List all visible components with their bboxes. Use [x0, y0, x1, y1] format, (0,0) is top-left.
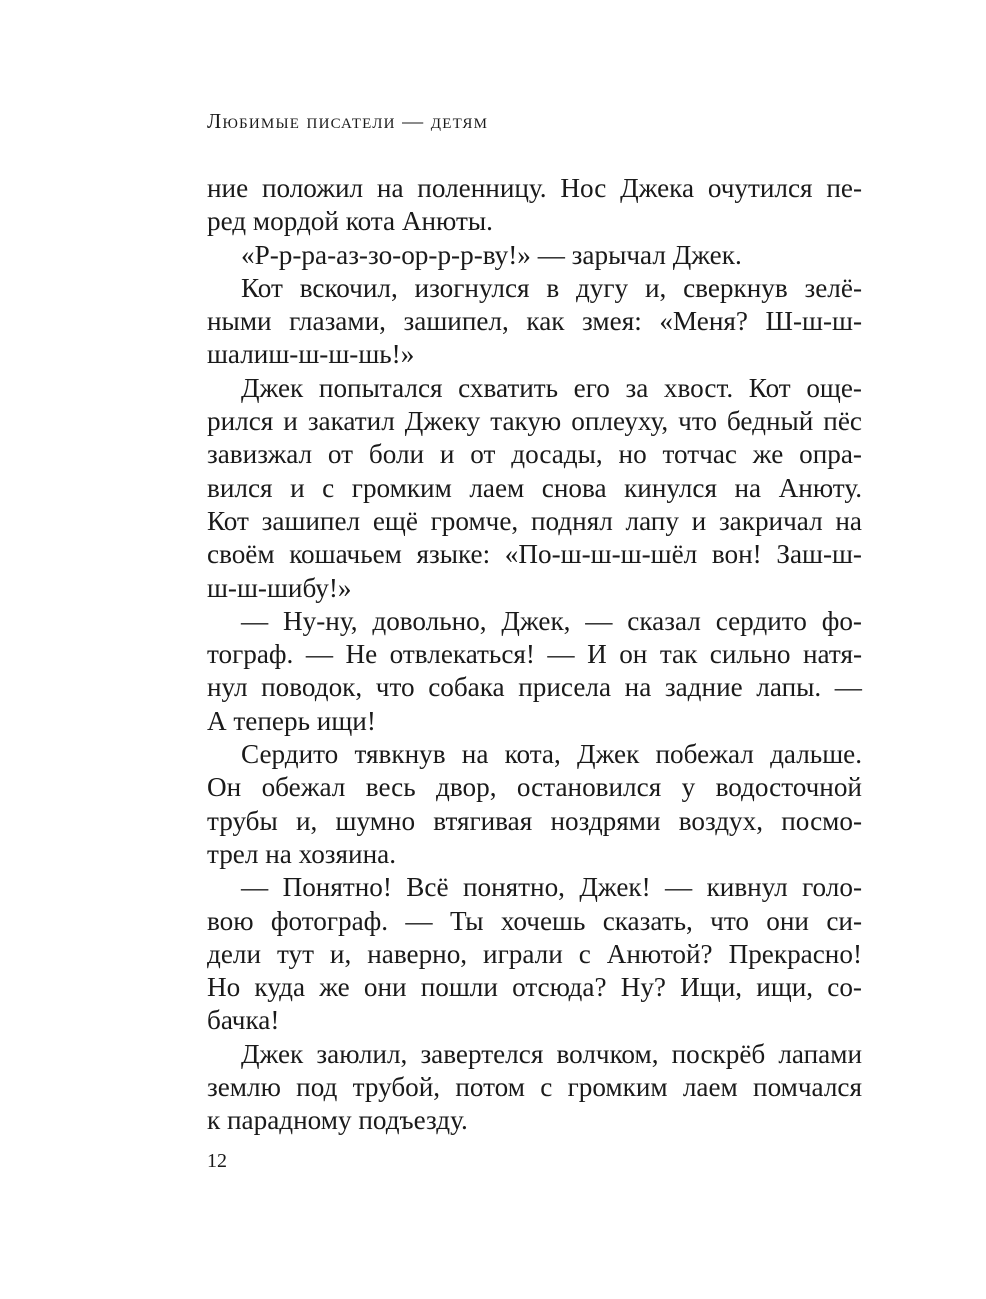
text-line: — Ну-ну, довольно, Джек, — сказал сердито фо-	[241, 605, 862, 636]
text-line: ш-ш-шибу!»	[207, 572, 352, 603]
text-line: землю под трубой, потом с громким лаем помчался	[207, 1072, 862, 1103]
text-line: трел на хозяина.	[207, 838, 397, 869]
text-line: дели тут и, наверно, играли с Анютой? Прекрасно!	[207, 938, 862, 969]
body-text	[207, 172, 862, 1138]
text-line: вою фотограф. — Ты хочешь сказать, что они си-	[207, 905, 862, 936]
text-line: шалиш-ш-ш-шь!»	[207, 339, 415, 370]
page-number: 12	[207, 1150, 227, 1172]
text-line: Джек заюлил, завертелся волчком, поскрёб лапами	[241, 1038, 862, 1069]
text-line: нул поводок, что собака присела на задние лапы. —	[207, 672, 862, 703]
text-line: ными глазами, зашипел, как змея: «Меня? Ш-ш-ш-	[207, 306, 862, 337]
text-line: — Понятно! Всё понятно, Джек! — кивнул голо-	[241, 872, 862, 903]
text-line: трубы и, шумно втягивая ноздрями воздух, посмо-	[207, 805, 862, 836]
text-line: Сердито тявкнув на кота, Джек побежал дальше.	[241, 739, 862, 770]
text-line: «Р-р-ра-аз-зо-ор-р-р-ву!» — зарычал Джек.	[241, 239, 742, 270]
text-line: Он обежал весь двор, остановился у водосточной	[207, 772, 862, 803]
text-line: Джек попытался схватить его за хвост. Кот още-	[241, 372, 862, 403]
text-line: тограф. — Не отвлекаться! — И он так сильно натя-	[207, 639, 862, 670]
text-line: к парадному подъезду.	[207, 1105, 468, 1136]
text-line: завизжал от боли и от досады, но тотчас же опра-	[207, 439, 862, 470]
text-line: Кот зашипел ещё громче, поднял лапу и закричал на	[207, 505, 862, 536]
running-head: Любимые писатели — детям	[207, 109, 489, 133]
text-line: своём кошачьем языке: «По-ш-ш-ш-шёл вон! Заш-ш-	[207, 539, 862, 570]
text-line: ред мордой кота Анюты.	[207, 206, 493, 237]
text-line: рился и закатил Джеку такую оплеуху, что бедный пёс	[207, 406, 862, 437]
text-line: Кот вскочил, изогнулся в дугу и, сверкнув зелё-	[241, 272, 862, 303]
text-line: бачка!	[207, 1005, 280, 1036]
text-line: ние положил на поленницу. Нос Джека очутился пе-	[207, 173, 862, 203]
text-line: Но куда же они пошли отсюда? Ну? Ищи, ищи, со-	[207, 972, 862, 1003]
text-line: А теперь ищи!	[207, 705, 376, 736]
text-line: вился и с громким лаем снова кинулся на Анюту.	[207, 472, 862, 503]
